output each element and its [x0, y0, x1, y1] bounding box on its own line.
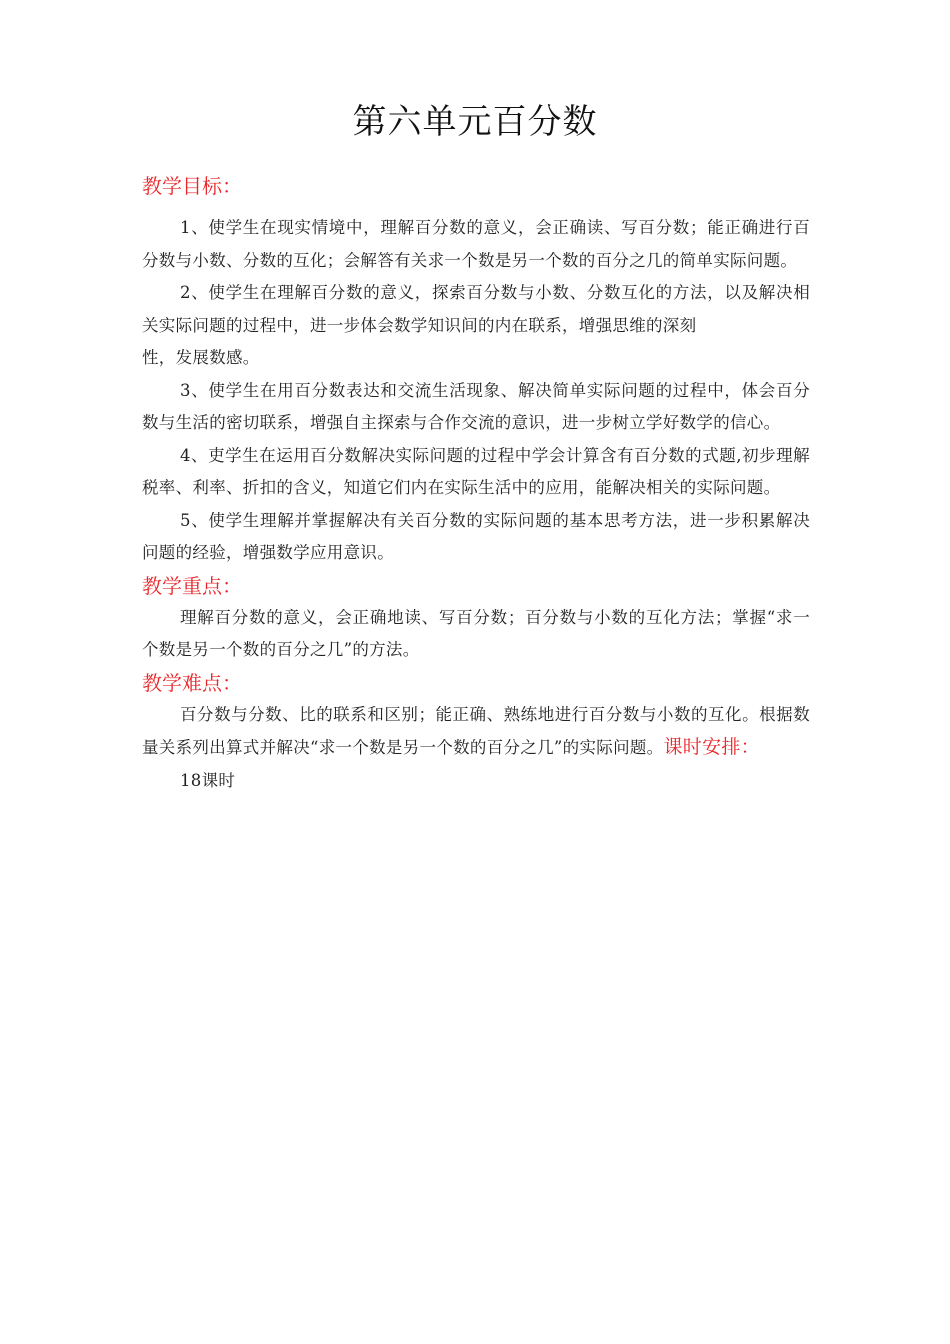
schedule-text: 18课时: [180, 770, 236, 790]
objective-item-2: 2、使学生在理解百分数的意义，探索百分数与小数、分数互化的方法，以及解决相关实际问题的过程中，进一步体会数学知识间的内在联系，增强思维的深刻: [142, 283, 810, 335]
objective-item-1: 1、使学生在现实情境中，理解百分数的意义，会正确读、写百分数；能正确进行百分数与小数、分数的互化；会解答有关求一个数是另一个数的百分之几的简单实际问题。: [142, 218, 810, 270]
difficulties-paragraph: [142, 699, 810, 765]
schedule-heading: 课时安排：: [663, 736, 760, 758]
key-points-text: 理解百分数的意义，会正确地读、写百分数；百分数与小数的互化方法；掌握“求一个数是另一个数的百分之几”的方法。: [142, 607, 810, 659]
objective-item-5: 5、使学生理解并掌握解决有关百分数的实际问题的基本思考方法，进一步积累解决问题的经验，增强数学应用意识。: [142, 510, 810, 562]
document-body: [142, 170, 810, 797]
objective-item-2-continued: 性，发展数感。: [142, 348, 260, 367]
difficulties-text: 百分数与分数、比的联系和区别；能正确、熟练地进行百分数与小数的互化。根据数量关系列出算式并解决“求一个数是另一个数的百分之几”的实际问题。: [142, 704, 810, 757]
objective-item-4: 4、吏学生在运用百分数解决实际问题的过程中学会计算含有百分数的式题,初步理解税率、利率、折扣的含义，知道它们内在实际生活中的应用，能解决相关的实际问题。: [142, 445, 810, 497]
objectives-heading: 教学目标：: [142, 174, 242, 198]
document-title: 第六单元百分数: [352, 102, 598, 142]
objective-item-3: 3、使学生在用百分数表达和交流生活现象、解决简单实际问题的过程中，体会百分数与生活的密切联系，增强自主探索与合作交流的意识，进一步树立学好数学的信心。: [142, 380, 810, 432]
key-points-heading: 教学重点：: [142, 573, 242, 598]
difficulties-heading: 教学难点：: [142, 670, 242, 695]
